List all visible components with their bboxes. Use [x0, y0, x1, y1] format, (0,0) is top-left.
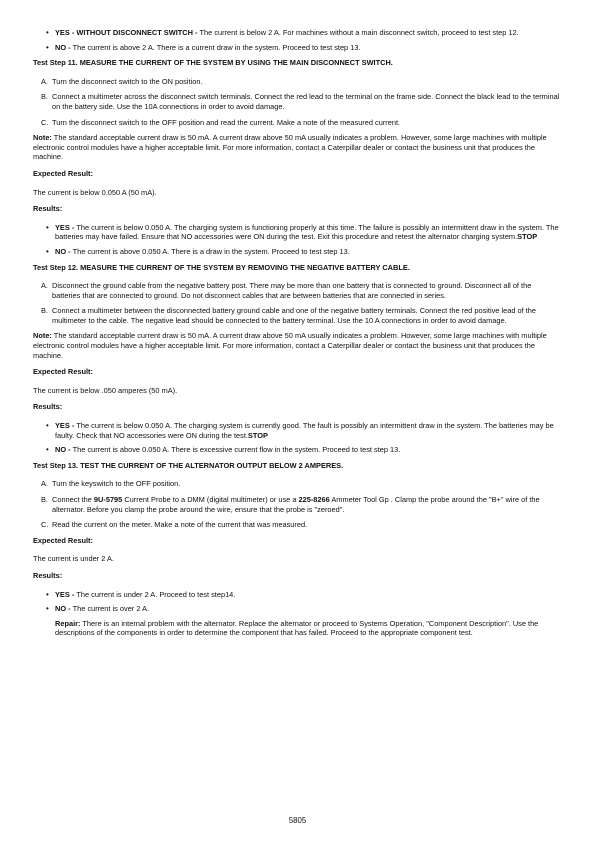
item-letter: A. [41, 76, 48, 86]
item-letter: C. [41, 117, 49, 127]
result-no [33, 43, 561, 53]
result-text: The current is above 0.050 A. There is a draw in the system. Proceed to test step 13. [72, 246, 350, 256]
result-text: The current is over 2 A. [72, 604, 150, 614]
result-label: YES - [55, 222, 77, 232]
step-11-results-label: Results: [33, 204, 63, 214]
step-12-result-no [33, 445, 561, 455]
item-text: Read the current on the meter. Make a note of the current that was measured. [52, 520, 308, 530]
item-text: Turn the disconnect switch to the ON position. [52, 76, 203, 86]
result-label: YES - WITHOUT DISCONNECT SWITCH - [55, 28, 200, 37]
step-11-item-c [33, 118, 561, 128]
test-step-11-heading: Test Step 11. MEASURE THE CURRENT OF THE SYSTEM BY USING THE MAIN DISCONNECT SWITCH. [33, 58, 393, 68]
result-text: The current is below 0.050 A. The charging system is functioning properly at this time. The failure is possibly an intermittent draw in the system. The batteries may have failed. Ensure that NO accessories were ON during the test. Exit this procedure and retest the alternator charging system. [55, 222, 559, 242]
step-12-expected-text: The current is below .050 amperes (50 mA). [33, 385, 178, 395]
step-13-result-yes [33, 590, 561, 600]
step-11-expected-text: The current is below 0.050 A (50 mA). [33, 187, 157, 197]
note-label: Note: [33, 133, 52, 143]
step-11-result-yes [33, 223, 561, 242]
item-text: Turn the disconnect switch to the OFF position and read the current. Make a note of the measured current. [52, 117, 401, 127]
item-text: Disconnect the ground cable from the negative battery post. There may be more than one battery that is connected to ground. Disconnect all of the batteries that are connected to ground. Do not disconnect cables that are between batteries that are connected in series. [52, 281, 532, 300]
step-13-item-c [33, 520, 561, 530]
item-letter: A. [41, 479, 48, 489]
step-13-expected-label: Expected Result: [33, 535, 93, 545]
item-letter: C. [41, 520, 49, 530]
item-letter: A. [41, 281, 48, 291]
repair-note [55, 619, 561, 638]
result-label: YES - [55, 589, 77, 599]
result-text: The current is below 2 A. For machines without a main disconnect switch, proceed to test step 12. [199, 28, 519, 37]
item-text-start: Connect the [52, 495, 94, 504]
stop-label: STOP [517, 232, 538, 242]
step-12-item-a [33, 281, 561, 300]
stop-label: STOP [247, 430, 268, 440]
step-11-expected-label: Expected Result: [33, 168, 93, 178]
item-text: Connect a multimeter across the disconnect switch terminals. Connect the red lead to the terminal on the frame side. Connect the black lead to the terminal on the battery side. Use the 10A connections in order to avoid damage. [52, 92, 560, 111]
item-text-end: Ammeter Tool Gp . Clamp the probe around the "B+" wire of the alternator. Before you clamp the probe around the wire, ensure that the probe is "zeroed". [52, 495, 540, 514]
item-letter: B. [41, 495, 48, 504]
part-number: 9U-5795 [93, 495, 123, 504]
repair-text: There is an internal problem with the alternator. Replace the alternator or proceed to Systems Operation, "Component Description". Use the descriptions of the components in order to determine the component that has failed. Proceed to the appropriate component test. [55, 618, 539, 638]
step-11-note [33, 133, 561, 162]
result-text: The current is above 0.050 A. There is excessive current flow in the system. Proceed to test step 13. [72, 445, 401, 455]
item-text-mid: Current Probe to a DMM (digital multimeter) or use a [122, 495, 299, 504]
step-12-results-label: Results: [33, 402, 63, 412]
result-label: NO - [55, 445, 73, 455]
result-yes-without-switch [33, 28, 561, 38]
result-label: NO - [55, 246, 73, 256]
item-letter: B. [41, 306, 48, 316]
item-text: Connect a multimeter between the disconnected battery ground cable and one of the negative battery terminals. Connect the red positive lead of the multimeter to the cable. The negative lead should be connected to the battery terminal. Use the 10 A connections in order to avoid damage. [52, 306, 536, 325]
step-13-item-a [33, 479, 561, 489]
note-label: Note: [33, 331, 52, 341]
part-number: 225-8266 [298, 495, 330, 504]
step-13-result-no [33, 604, 561, 638]
item-text: Turn the keyswitch to the OFF position. [52, 479, 181, 489]
step-12-result-yes [33, 421, 561, 440]
result-text: The current is below 0.050 A. The charging system is currently good. The fault is possibly an intermittent draw in the system. The batteries may be faulty. Check that NO accessories were ON during the test. [55, 421, 554, 440]
step-13-item-b [33, 495, 561, 514]
item-letter: B. [41, 92, 48, 102]
test-step-12-heading: Test Step 12. MEASURE THE CURRENT OF THE SYSTEM BY REMOVING THE NEGATIVE BATTERY CABLE. [33, 262, 410, 272]
step-11-item-a [33, 77, 561, 87]
step-13-expected-text: The current is under 2 A. [33, 554, 114, 564]
result-text: The current is above 2 A. There is a current draw in the system. Proceed to test step 13. [72, 42, 361, 52]
step-12-item-b [33, 306, 561, 325]
page-number: 5805 [288, 816, 307, 825]
step-12-note [33, 331, 561, 360]
test-step-13-heading: Test Step 13. TEST THE CURRENT OF THE ALTERNATOR OUTPUT BELOW 2 AMPERES. [33, 460, 344, 470]
step-13-results-label: Results: [33, 570, 63, 580]
step-12-expected-label: Expected Result: [33, 367, 93, 377]
result-label: YES - [55, 421, 77, 431]
step-11-item-b [33, 92, 561, 111]
note-text: The standard acceptable current draw is 50 mA. A current draw above 50 mA usually indicates a problem. However, some large machines with multiple electronic control modules have a higher acceptable limit. For more information, contact a Caterpillar dealer or contact the business unit that produces the machine. [33, 133, 547, 162]
repair-label: Repair: [55, 618, 81, 628]
step-11-result-no [33, 247, 561, 257]
result-label: NO - [55, 604, 73, 614]
result-label: NO - [55, 42, 73, 52]
result-text: The current is under 2 A. Proceed to test step14. [76, 589, 236, 599]
note-text: The standard acceptable current draw is 50 mA. A current draw above 50 mA usually indicates a problem. However, some large machines with multiple electronic control modules have a higher acceptable limit. For more information, contact a Caterpillar dealer or contact the business unit that produces the machine. [33, 331, 547, 360]
